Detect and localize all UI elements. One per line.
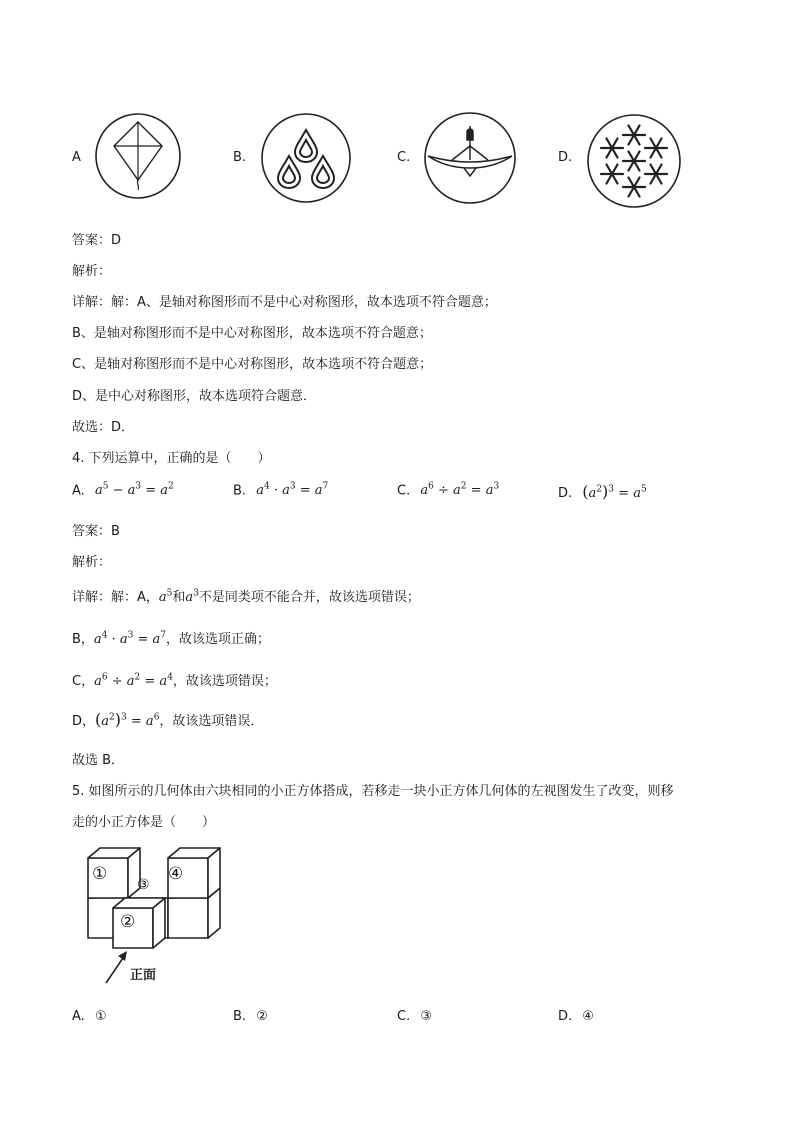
q4-analysis-label: 解析： <box>72 555 112 570</box>
q4-detail-a <box>72 586 420 605</box>
q5-option-c <box>397 1009 432 1024</box>
q5-option-c-letter: C. <box>397 1009 411 1024</box>
q4-option-a-letter: A. <box>72 483 85 499</box>
q4-detail-c-expr: $a^6 \div a^2 = a^4$ <box>94 672 173 689</box>
q3-option-a-letter: A <box>72 150 81 165</box>
cube-label-4: ④ <box>168 864 184 884</box>
snowflakes-icon <box>585 112 683 210</box>
q3-analysis-label: 解析： <box>72 264 112 279</box>
q5-option-d <box>558 1009 594 1024</box>
water-drops-icon <box>260 112 352 204</box>
kite-icon <box>94 112 182 200</box>
q5-option-a-value: ① <box>94 1009 107 1024</box>
q4-detail-c-prefix: C， <box>72 674 95 689</box>
q3-option-b-letter: B. <box>233 150 247 165</box>
q4-detail-b-prefix: B， <box>72 632 94 647</box>
q4-detail-d-suffix: ，故该选项错误． <box>159 714 264 729</box>
q5-stem-line-1: 5. 如图所示的几何体由六块相同的小正方体搭成，若移走一块小正方体几何体的左视图发生了改变，则移 <box>72 784 674 799</box>
q4-detail-c <box>72 670 277 689</box>
q4-conclusion: 故选 B． <box>72 753 125 768</box>
q3-detail-line-1: 详解：解：A、是轴对称图形而不是中心对称图形，故本选项不符合题意； <box>72 295 497 310</box>
q3-detail-line-2: B、是轴对称图形而不是中心对称图形，故本选项不符合题意； <box>72 326 432 341</box>
q4-detail-d-expr: $(a^2)^3 = a^6$ <box>95 710 160 729</box>
q3-option-d-letter: D. <box>558 150 573 165</box>
q4-detail-b-expr: $a^4 \cdot a^3 = a^7$ <box>93 630 166 647</box>
q4-option-a <box>72 482 174 498</box>
q4-detail-a-and: 和 <box>172 590 186 605</box>
q5-option-c-value: ③ <box>420 1009 433 1024</box>
q4-detail-a-term2: $a^3$ <box>185 588 199 605</box>
q5-option-a <box>72 1009 107 1024</box>
cube-label-1: ① <box>92 864 108 884</box>
q4-detail-a-term1: $a^5$ <box>158 588 173 605</box>
cube-label-2: ② <box>120 912 136 932</box>
q5-option-b-letter: B. <box>233 1009 247 1024</box>
q5-option-d-letter: D. <box>558 1009 573 1024</box>
q4-detail-b-suffix: ，故该选项正确； <box>166 632 271 647</box>
q4-detail-a-suffix: 不是同类项不能合并，故该选项错误； <box>198 590 420 605</box>
q5-option-d-value: ④ <box>582 1009 594 1024</box>
q4-option-b-expr: $a^4 \cdot a^3 = a^7$ <box>256 482 329 499</box>
q4-answer: 答案：B <box>72 524 120 539</box>
q4-option-c-expr: $a^6 \div a^2 = a^3$ <box>420 482 500 499</box>
q4-option-b-letter: B. <box>233 483 247 499</box>
q3-answer: 答案：D <box>72 233 122 248</box>
q4-option-b <box>233 482 328 498</box>
q4-stem: 4. 下列运算中，正确的是（ ） <box>72 451 271 466</box>
q4-option-c-letter: C. <box>397 483 411 499</box>
q5-stem-line-2: 走的小正方体是（ ） <box>72 815 216 830</box>
q4-option-d <box>558 482 647 501</box>
q4-option-d-letter: D. <box>558 486 573 501</box>
q4-detail-b <box>72 628 270 647</box>
boat-lamp-icon <box>422 110 518 206</box>
q4-option-a-expr: $a^5 - a^3 = a^2$ <box>94 482 174 499</box>
q5-option-a-letter: A. <box>72 1009 85 1024</box>
cube-label-3: ③ <box>137 877 150 893</box>
q5-option-b-value: ② <box>256 1009 268 1024</box>
q4-option-c <box>397 482 499 498</box>
q4-detail-a-prefix: 详解：解：A， <box>72 590 159 605</box>
q4-option-d-expr: $(a^2)^3 = a^5$ <box>582 482 647 501</box>
q3-detail-line-4: D、是中心对称图形，故本选项符合题意． <box>72 389 317 404</box>
q4-detail-c-suffix: ，故该选项错误； <box>172 674 277 689</box>
q3-conclusion: 故选：D． <box>72 420 135 435</box>
q4-detail-d <box>72 710 263 729</box>
q5-option-b <box>233 1009 268 1024</box>
q4-detail-d-prefix: D， <box>72 714 96 729</box>
front-view-label: 正面 <box>130 968 157 983</box>
q3-detail-line-3: C、是轴对称图形而不是中心对称图形，故本选项不符合题意； <box>72 357 433 372</box>
q3-option-c-letter: C. <box>397 150 411 165</box>
